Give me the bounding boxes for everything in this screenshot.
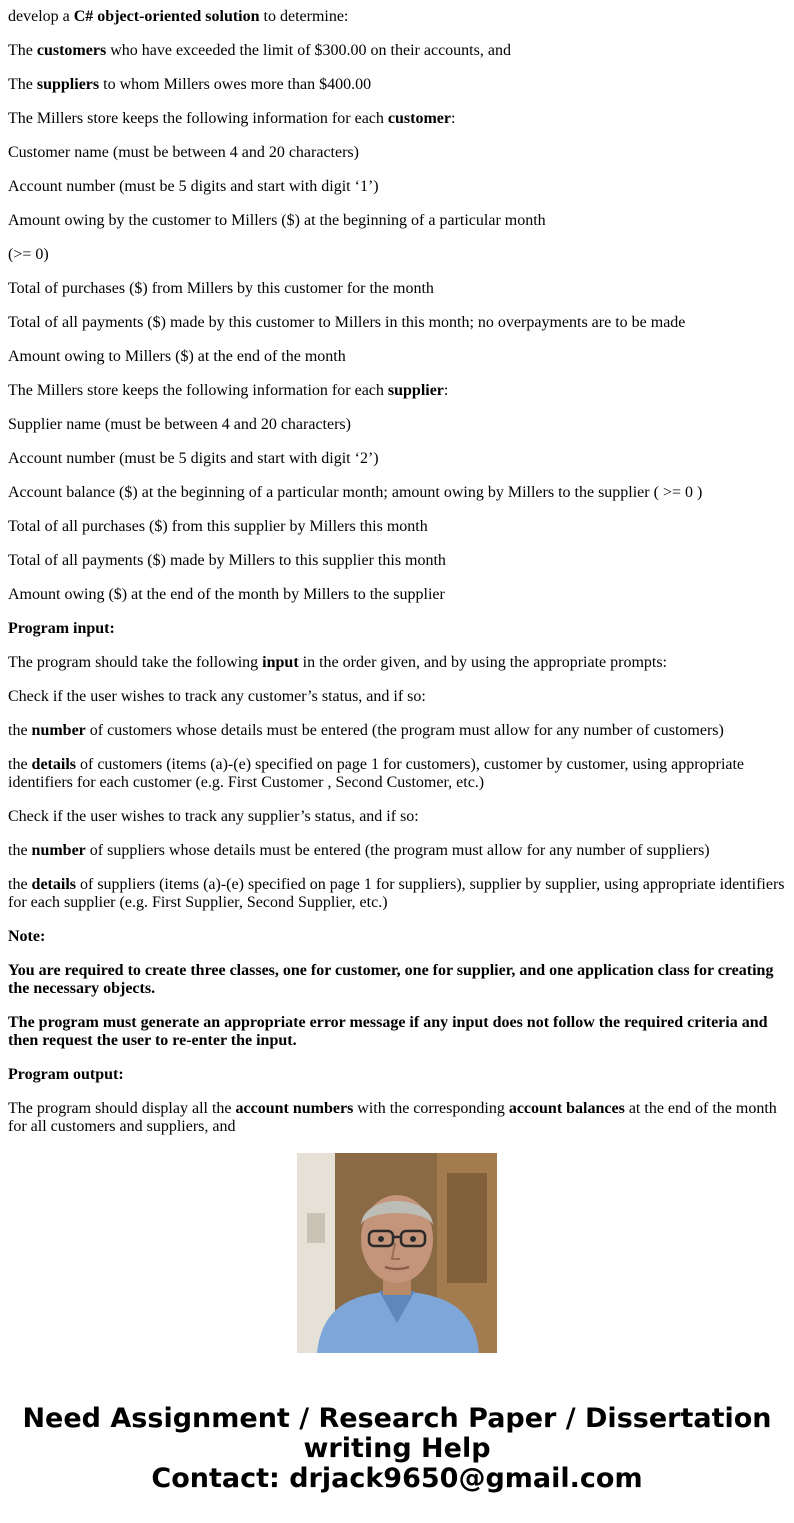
paragraph [8, 722, 788, 740]
paragraph [8, 246, 788, 264]
text-run: in the order given, and by using the appropriate prompts: [298, 654, 667, 671]
text-run: of suppliers (items (a)-(e) specified on page 1 for suppliers), supplier by supplier, using appropriate identifiers for each supplier (e.g. First Supplier, Second Supplier, etc.) [8, 876, 785, 911]
paragraph [8, 42, 788, 60]
text-run: of customers whose details must be entered (the program must allow for any number of customers) [85, 722, 724, 739]
paragraph [8, 586, 788, 604]
text-run: of suppliers whose details must be entered (the program must allow for any number of suppliers) [85, 842, 710, 859]
footer-contact-text: Contact: drjack9650@gmail.com [151, 1463, 643, 1494]
paragraph [8, 484, 788, 502]
paragraph [8, 416, 788, 434]
paragraph [8, 144, 788, 162]
paragraph [8, 1100, 788, 1136]
paragraph [8, 348, 788, 366]
bold-text: number [31, 722, 86, 739]
paragraph [8, 842, 788, 860]
bold-text: details [31, 756, 76, 773]
bold-text: Program output: [8, 1066, 124, 1083]
bold-text: details [31, 876, 76, 893]
paragraph [8, 1066, 788, 1084]
text-run: develop a [8, 8, 74, 25]
text-run: The program should take the following [8, 654, 263, 671]
bold-text: Note: [8, 928, 46, 945]
text-run: : [450, 110, 456, 127]
footer-help-text: Need Assignment / Research Paper / Dissertation writing Help [22, 1403, 772, 1464]
bold-text: Program input: [8, 620, 115, 637]
paragraph [8, 178, 788, 196]
text-run: Check if the user wishes to track any supplier’s status, and if so: [8, 808, 419, 825]
paragraph [8, 8, 788, 26]
document-body [8, 0, 788, 1135]
text-run: The program should display all the [8, 1100, 236, 1117]
text-run: Amount owing by the customer to Millers ($) at the beginning of a particular month [8, 212, 546, 229]
text-run: Account number (must be 5 digits and start with digit ‘2’) [8, 450, 379, 467]
text-run: of customers (items (a)-(e) specified on page 1 for customers), customer by customer, using appropriate identifiers for each customer (e.g. First Customer , Second Customer, etc.) [8, 756, 745, 791]
text-run: The Millers store keeps the following information for each [8, 382, 388, 399]
footer-banner [0, 1404, 794, 1494]
text-run: The [8, 42, 37, 59]
paragraph [8, 756, 788, 792]
paragraph [8, 552, 788, 570]
paragraph [8, 928, 788, 946]
paragraph [8, 76, 788, 94]
text-run: Amount owing to Millers ($) at the end of the month [8, 348, 346, 365]
text-run: Account number (must be 5 digits and start with digit ‘1’) [8, 178, 379, 195]
paragraph [8, 382, 788, 400]
paragraph [8, 654, 788, 672]
text-run: Supplier name (must be between 4 and 20 characters) [8, 416, 351, 433]
author-photo [297, 1153, 497, 1353]
paragraph [8, 450, 788, 468]
paragraph [8, 808, 788, 826]
bold-text: supplier [387, 382, 444, 399]
bold-text: customer [387, 110, 451, 127]
paragraph [8, 876, 788, 912]
bold-text: The program must generate an appropriate error message if any input does not follow the required criteria and then request the user to re-enter the input. [8, 1014, 768, 1049]
text-run: the [8, 842, 32, 859]
paragraph [8, 688, 788, 706]
text-run: : [443, 382, 449, 399]
paragraph [8, 314, 788, 332]
bold-text: suppliers [36, 76, 100, 93]
text-run: at the end of the month for all customers and suppliers, and [8, 1100, 777, 1135]
text-run: Customer name (must be between 4 and 20 characters) [8, 144, 359, 161]
bold-text: account balances [508, 1100, 625, 1117]
paragraph [8, 1014, 788, 1050]
text-run: the [8, 756, 32, 773]
text-run: Total of all purchases ($) from this supplier by Millers this month [8, 518, 428, 535]
bold-text: account numbers [235, 1100, 354, 1117]
text-run: Total of all payments ($) made by this customer to Millers in this month; no overpayments are to be made [8, 314, 686, 331]
text-run: (>= 0) [8, 246, 49, 263]
text-run: the [8, 876, 32, 893]
bold-text: customers [36, 42, 107, 59]
text-run: Total of all payments ($) made by Millers to this supplier this month [8, 552, 446, 569]
bold-text: input [262, 654, 299, 671]
text-run: The Millers store keeps the following information for each [8, 110, 388, 127]
person-portrait-icon [297, 1153, 497, 1353]
paragraph [8, 110, 788, 128]
text-run: to determine: [259, 8, 349, 25]
paragraph [8, 212, 788, 230]
text-run: to whom Millers owes more than $400.00 [99, 76, 372, 93]
text-run: Amount owing ($) at the end of the month by Millers to the supplier [8, 586, 445, 603]
bold-text: number [31, 842, 86, 859]
paragraph [8, 518, 788, 536]
text-run: Total of purchases ($) from Millers by this customer for the month [8, 280, 434, 297]
paragraph [8, 962, 788, 998]
text-run: The [8, 76, 37, 93]
paragraph [8, 620, 788, 638]
text-run: the [8, 722, 32, 739]
bold-text: C# object-oriented solution [73, 8, 260, 25]
text-run: who have exceeded the limit of $300.00 on their accounts, and [106, 42, 511, 59]
text-run: Account balance ($) at the beginning of a particular month; amount owing by Millers to the supplier ( >= 0 ) [8, 484, 703, 501]
paragraph [8, 280, 788, 298]
text-run: Check if the user wishes to track any customer’s status, and if so: [8, 688, 426, 705]
text-run: with the corresponding [353, 1100, 509, 1117]
bold-text: You are required to create three classes, one for customer, one for supplier, and one application class for creating the necessary objects. [8, 962, 774, 997]
